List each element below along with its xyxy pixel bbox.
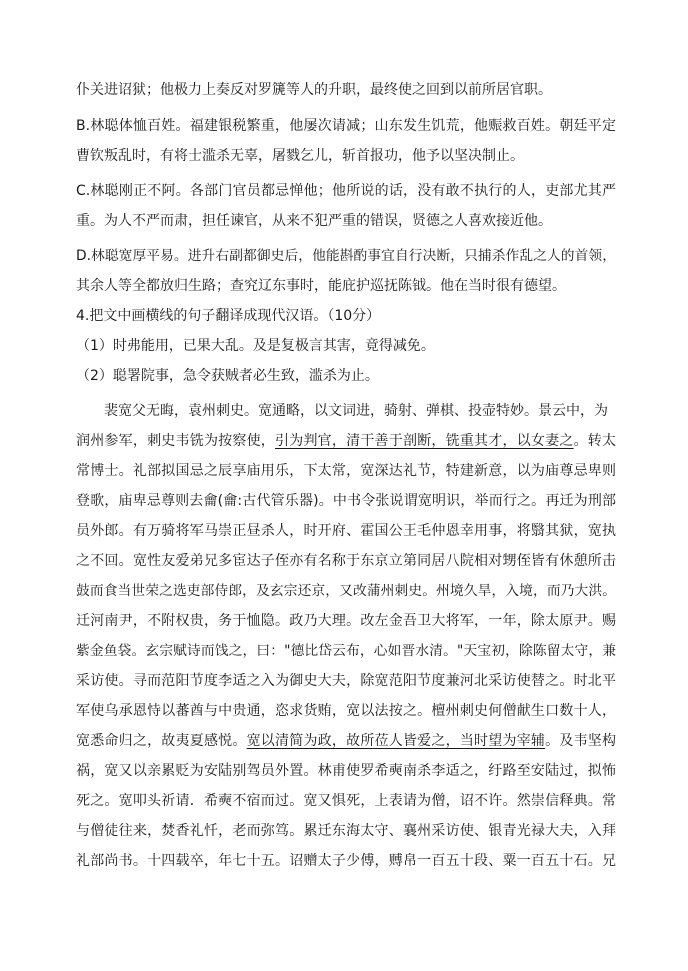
option-c-line-2: 重。为人不严而肃，担任谏官，从来不犯严重的错误，贤德之人喜欢接近他。 — [76, 213, 552, 229]
option-b-line-1: B.林聪体恤百姓。福建银税繁重，他屡次请减；山东发生饥荒，他赈救百姓。朝廷平定 — [76, 118, 616, 134]
passage-line-6: 之不回。宽性友爱弟兄多宦达子侄亦有名称于东京立第同居八院相对甥侄皆有休憩所击 — [76, 553, 616, 569]
passage-line-10: 采访使。寻而范阳节度李适之入为御史大夫，除宽范阳节度兼河北采访使替之。时北平 — [76, 673, 616, 689]
passage-line-9: 紫金鱼袋。玄宗赋诗而饯之，曰："德比岱云布，心如晋水清。"天宝初，除陈留太守，兼 — [76, 643, 616, 659]
passage-line-16: 礼部尚书。十四载卒，年七十五。诏赠太子少傅，赙帛一百五十段、粟一百五十石。兄 — [76, 853, 616, 869]
passage-text: 。转太 — [573, 433, 617, 449]
passage-text: 。及韦坚构 — [545, 733, 617, 749]
question-4-prompt: 4.把文中画横线的句子翻译成现代汉语。（10分） — [76, 308, 381, 324]
passage-line-13: 祸，宽又以亲累贬为安陆别驾员外置。林甫使罗希奭南杀李适之，纡路至安陆过，拟怖 — [76, 763, 616, 779]
option-d-line-2: 其余人等全都放归生路；查究辽东事时，能庇护巡抚陈钺。他在当时很有德望。 — [76, 278, 566, 294]
passage-line-7: 鼓而食当世荣之选吏部侍郎，及玄宗还京，又改蒲州刺史。州境久旱，入境，而乃大洪。 — [76, 583, 616, 599]
passage-line-4: 登歌，庙卑忌尊则去龠(龠:古代管乐器)。中书令张说谓宽明识，举而行之。再迁为刑部 — [76, 493, 616, 509]
passage-line-2 — [76, 431, 616, 451]
passage-line-3: 常博士。礼部拟国忌之辰享庙用乐，下太常，宽深达礼节，特建新意，以为庙尊忌卑则 — [76, 463, 616, 479]
question-4-item-2: （2）聪署院事，急令获贼者必生致，滥杀为止。 — [76, 368, 379, 384]
passage-text: 宽悉命归之，故夷夏感悦。 — [76, 733, 247, 749]
passage-text: 润州参军，刺史韦铣为按察使， — [76, 433, 276, 449]
passage-line-11: 军使乌承恩恃以蕃酋与中贵通，恣求货贿，宽以法按之。檀州刺史何僧献生口数十人， — [76, 703, 616, 719]
option-c-line-1: C.林聪刚正不阿。各部门官员都忌惮他；他所说的话，没有敢不执行的人，吏部尤其严 — [76, 183, 616, 199]
underlined-sentence-2: 宽以清简为政，故所莅人皆爱之，当时望为宰辅 — [246, 733, 546, 749]
option-a-tail: 仆关进诏狱；他极力上奏反对罗篪等人的升职，最终使之回到以前所居官职。 — [76, 82, 552, 98]
option-d-line-1: D.林聪宽厚平易。进升右副都御史后，他能斟酌事宜自行决断，只捕杀作乱之人的首领， — [76, 248, 616, 264]
passage-line-8: 迁河南尹，不附权贵，务于恤隐。政乃大理。改左金吾卫大将军，一年，除太原尹。赐 — [76, 613, 616, 629]
passage-line-15: 与僧徒往来，焚香礼忏，老而弥笃。累迁东海太守、襄州采访使、银青光禄大夫，入拜 — [76, 823, 616, 839]
underlined-sentence-1: 引为判官，清干善于剖断，铣重其才，以女妻之 — [275, 433, 574, 449]
passage-line-1: 裴宽父无晦，袁州刺史。宽通略，以文词进，骑射、弹棋、投壶特妙。景云中，为 — [104, 403, 608, 419]
passage-line-5: 员外郎。有万骑将军马崇正昼杀人，时开府、霍国公王毛仲恩幸用事，将翳其狱，宽执 — [76, 523, 616, 539]
passage-line-12 — [76, 731, 616, 751]
option-b-line-2: 曹钦叛乱时，有将士滥杀无辜，屠戮乞儿，斩首报功，他予以坚决制止。 — [76, 148, 524, 164]
passage-line-14: 死之。宽叩头祈请．希奭不宿而过。宽又惧死，上表请为僧，诏不许。然崇信释典。常 — [76, 793, 616, 809]
question-4-item-1: （1）时弗能用，已果大乱。及是复极言其害，竟得减免。 — [76, 338, 435, 354]
